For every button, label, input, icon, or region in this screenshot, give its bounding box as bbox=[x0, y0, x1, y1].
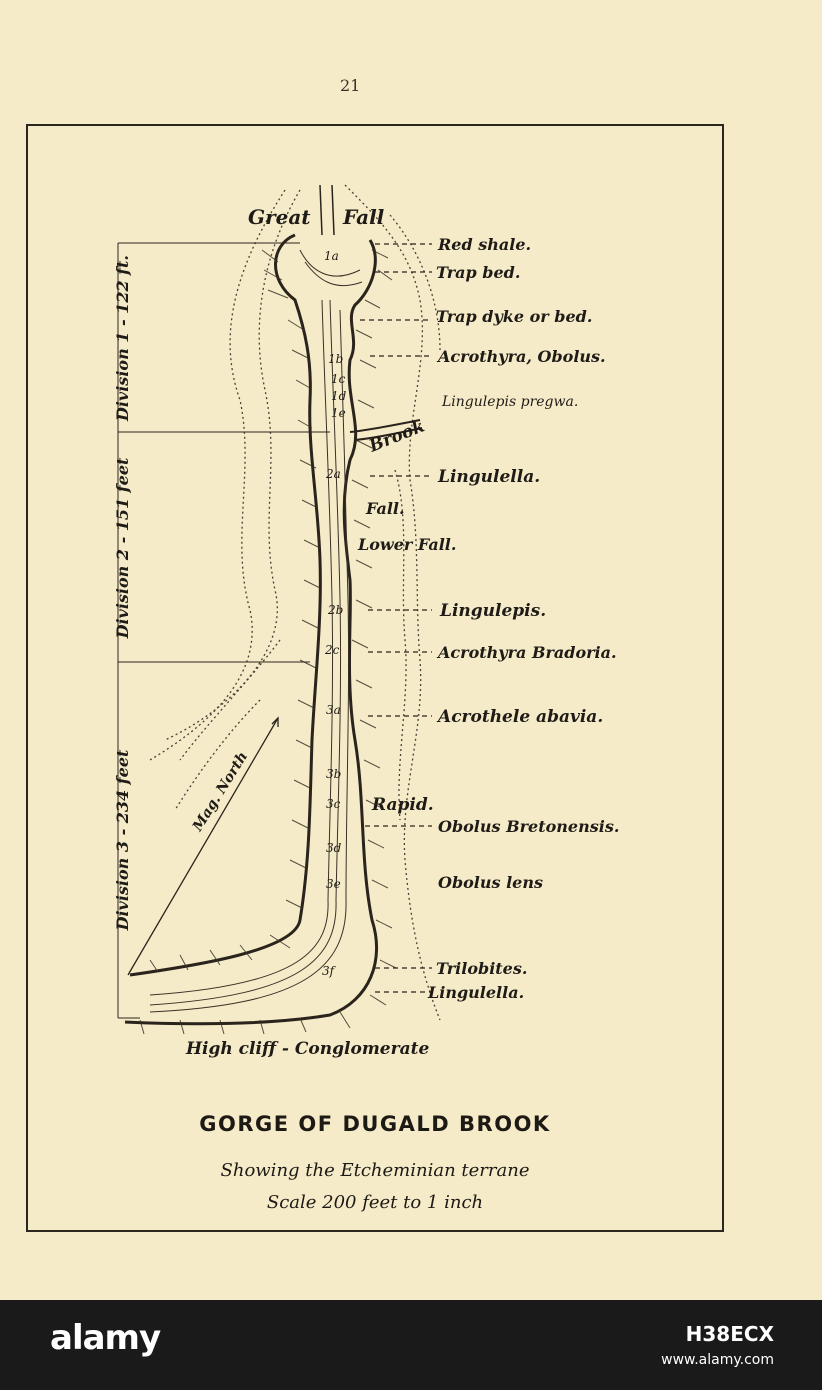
label-acrothyra-bradoria: Acrothyra Bradoria. bbox=[438, 643, 617, 662]
label-division-1: Division 1 - 122 ft. bbox=[113, 254, 132, 422]
bed-marker: 3f bbox=[322, 964, 335, 978]
label-red-shale: Red shale. bbox=[438, 235, 532, 254]
watermark-footer bbox=[0, 1300, 822, 1390]
top-channel bbox=[320, 185, 334, 235]
bed-marker: 3c bbox=[326, 797, 341, 811]
north-arrow bbox=[128, 718, 278, 975]
footer-image-id: H38ECX bbox=[685, 1322, 774, 1346]
label-obolus-bretonensis: Obolus Bretonensis. bbox=[438, 817, 620, 836]
bed-marker: 2c bbox=[325, 643, 340, 657]
bed-marker: 1e bbox=[331, 406, 346, 420]
label-division-3: Division 3 - 234 feet bbox=[113, 749, 132, 931]
bed-marker: 3a bbox=[326, 703, 341, 717]
label-lower-fall: Lower Fall. bbox=[358, 535, 457, 554]
footer-logo: alamy bbox=[50, 1318, 161, 1358]
bed-marker: 2a bbox=[326, 467, 341, 481]
contour-lines bbox=[150, 185, 440, 1020]
label-lingulella-1: Lingulella. bbox=[438, 467, 541, 487]
map-subtitle: Showing the Etcheminian terrane bbox=[220, 1160, 530, 1181]
label-acrothele-abavia: Acrothele abavia. bbox=[438, 707, 604, 727]
label-acrothyra-obolus: Acrothyra, Obolus. bbox=[438, 347, 606, 366]
label-obolus-lens: Obolus lens bbox=[438, 873, 543, 892]
division-lines bbox=[118, 243, 330, 1018]
bed-marker: 1d bbox=[331, 389, 347, 403]
bed-marker: 1a bbox=[324, 249, 339, 263]
label-lingulepis: Lingulepis. bbox=[440, 601, 547, 621]
label-rapid: Rapid. bbox=[372, 795, 434, 815]
label-high-cliff: High cliff - Conglomerate bbox=[186, 1039, 430, 1059]
bed-marker: 1c bbox=[331, 372, 346, 386]
page-number: 21 bbox=[340, 76, 361, 95]
great-fall-label-left: Great bbox=[248, 205, 311, 229]
label-lingulepis-pregwa: Lingulepis pregwa. bbox=[442, 394, 579, 410]
bed-marker: 3d bbox=[326, 841, 342, 855]
great-fall-label-right: Fall bbox=[343, 205, 385, 229]
bed-marker: 3e bbox=[326, 877, 341, 891]
bed-marker: 3b bbox=[326, 767, 342, 781]
wall-hatching bbox=[140, 250, 396, 1034]
bed-marker: 2b bbox=[328, 603, 344, 617]
label-fall: Fall. bbox=[366, 499, 405, 518]
label-trilobites: Trilobites. bbox=[436, 959, 528, 978]
label-division-2: Division 2 - 151 feet bbox=[113, 457, 132, 639]
label-mag-north: Mag. North bbox=[189, 749, 252, 835]
footer-url: www.alamy.com bbox=[661, 1352, 774, 1368]
map-title: GORGE OF DUGALD BROOK bbox=[199, 1112, 551, 1136]
map-scale: Scale 200 feet to 1 inch bbox=[266, 1192, 484, 1213]
label-brook: Brook bbox=[366, 416, 428, 457]
label-trap-dyke: Trap dyke or bed. bbox=[436, 307, 593, 326]
label-trap-bed: Trap bed. bbox=[436, 263, 521, 282]
label-lingulella-2: Lingulella. bbox=[428, 983, 525, 1002]
bed-marker: 1b bbox=[328, 352, 344, 366]
